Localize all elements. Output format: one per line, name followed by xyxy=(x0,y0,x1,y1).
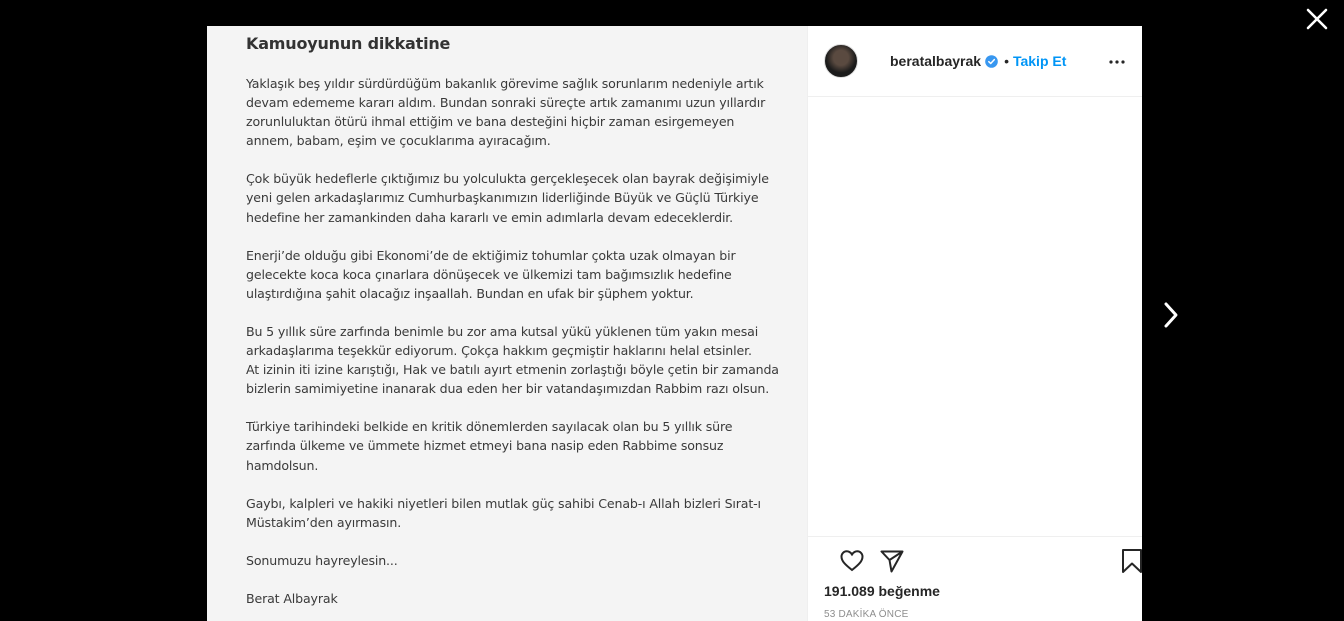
action-bar xyxy=(824,537,1126,583)
document-paragraph: Bu 5 yıllık süre zarfında benimle bu zor ama kutsal yükü yüklenen tüm yakın mesai arkadaşlarıma teşekkür ediyorum. Çokça hakkım geçmiştir haklarını helal etsinler. At izinin iti izine karıştığı, Hak ve batılı ayırt etmenin zorlaştığı böyle çetin bir zamanda bizlerin samimiyetine inanarak dua eden her bir vatandaşımızdan Rabbim razı olsun. xyxy=(246,323,779,397)
more-options-icon[interactable] xyxy=(1108,53,1126,71)
likes-count[interactable]: 191.089 beğenme xyxy=(824,583,940,599)
comments-area xyxy=(808,97,1142,535)
document-paragraph: Enerji’de olduğu gibi Ekonomi’de de ektiğimiz tohumlar çokta uzak olmayan bir gelecekte koca koca çınarlara dönüşecek ve ülkemizi tam bağımsızlık hedefine ulaştırdığına şahit olacağız inşaallah. Bundan en ufak bir şüphem yoktur. xyxy=(246,247,736,301)
post-image xyxy=(207,26,807,621)
post-sidebar xyxy=(807,26,1142,621)
document-paragraph: Gaybı, kalpleri ve hakiki niyetleri bilen mutlak güç sahibi Cenab-ı Allah bizleri Sırat-ı Müstakim’den ayırmasın. xyxy=(246,495,761,530)
username-link[interactable]: beratalbayrak xyxy=(890,53,982,69)
document-signature: Berat Albayrak xyxy=(246,590,338,606)
bookmark-icon[interactable] xyxy=(1119,548,1142,574)
document-paragraph: Sonumuzu hayreylesin... xyxy=(246,552,398,568)
document-paragraph: Yaklaşık beş yıldır sürdürdüğüm bakanlık görevime sağlık sorunlarım nedeniyle artık devam edememe kararı aldım. Bundan sonraki süreçte artık zamanımı uzun yıllardır zorunluluktan ötürü ihmal ettiğim ve bana desteğini hiçbir zaman esirgemeyen annem, babam, eşim ve çocuklarıma ayıracağım. xyxy=(246,76,766,149)
share-icon[interactable] xyxy=(879,548,905,574)
post-modal xyxy=(207,26,1142,621)
chevron-right-icon[interactable] xyxy=(1158,298,1184,332)
close-icon[interactable] xyxy=(1302,4,1332,34)
document-paragraph: Türkiye tarihindeki belkide en kritik dönemlerden sayılacak olan bu 5 yıllık süre zarfında ülkeme ve ümmete hizmet etmeyi bana nasip eden Rabbime sonsuz hamdolsun. xyxy=(246,419,733,473)
follow-button[interactable]: Takip Et xyxy=(1012,53,1067,69)
document-paragraph: Çok büyük hedeflerle çıktığımız bu yolculukta gerçekleşecek olan bayrak değişimiyle yeni gelen arkadaşlarımız Cumhurbaşkanımızın liderliğinde Büyük ve Güçlü Türkiye hedefine her zamankinden daha kararlı ve emin adımlarla devam edeceklerdir. xyxy=(246,171,769,225)
heart-icon[interactable] xyxy=(839,548,865,574)
post-header xyxy=(808,26,1142,97)
verified-badge-icon xyxy=(985,55,998,68)
post-footer xyxy=(808,536,1142,621)
avatar[interactable] xyxy=(824,44,858,78)
post-timestamp[interactable]: 53 DAKİKA ÖNCE xyxy=(824,609,909,620)
separator-dot: • xyxy=(1004,53,1009,69)
document-title: Kamuoyunun dikkatine xyxy=(246,34,451,53)
